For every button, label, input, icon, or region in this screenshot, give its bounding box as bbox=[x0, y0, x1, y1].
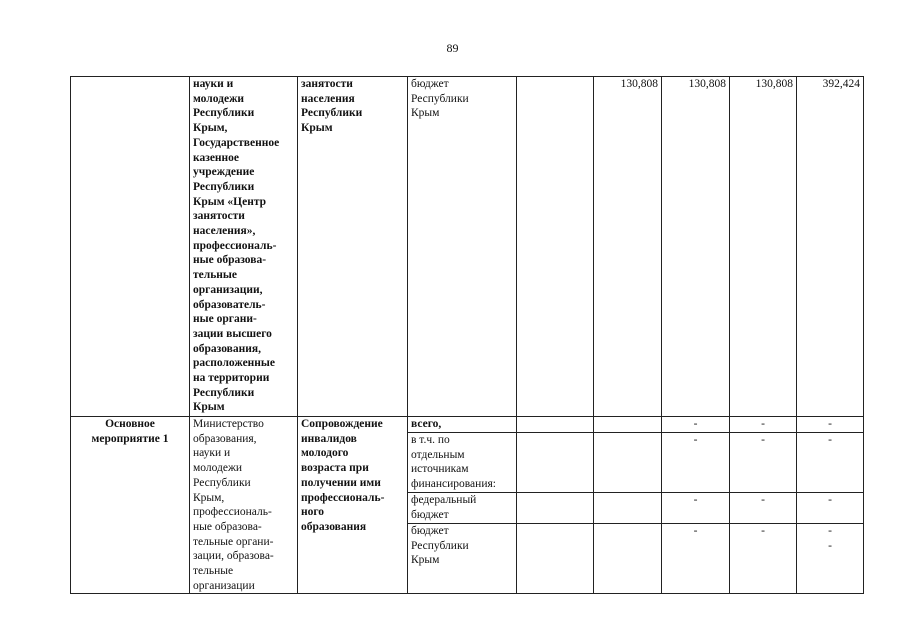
value-cell bbox=[797, 524, 864, 594]
executor-line: профессиональ- bbox=[193, 506, 272, 519]
subject-line: инвалидов bbox=[301, 432, 357, 445]
source-line: Республики bbox=[411, 539, 469, 552]
executor-line: тельные органи- bbox=[193, 535, 274, 548]
value-cell bbox=[517, 417, 594, 433]
source-line: Крым bbox=[411, 554, 440, 567]
table-row bbox=[71, 417, 864, 433]
value-cell bbox=[594, 524, 662, 594]
value-cell: - bbox=[730, 524, 797, 594]
value-cell: 130,808 bbox=[594, 77, 662, 417]
value-cell: - bbox=[662, 524, 730, 594]
executor-line: Министерство bbox=[193, 418, 264, 430]
value-cell: 130,808 bbox=[730, 77, 797, 417]
value-cell: - bbox=[662, 493, 730, 524]
executor-line: организации, bbox=[193, 283, 263, 296]
table-row bbox=[71, 77, 864, 417]
executor-line: Крым «Центр bbox=[193, 195, 267, 208]
value-cell: - bbox=[662, 433, 730, 493]
executor-line: профессиональ- bbox=[193, 239, 277, 252]
value-cell: 130,808 bbox=[662, 77, 730, 417]
value-cell: - bbox=[730, 493, 797, 524]
subject-line: Сопровождение bbox=[301, 418, 383, 430]
value-cell bbox=[594, 493, 662, 524]
executor-line: занятости bbox=[193, 210, 245, 223]
subject-line: получении ими bbox=[301, 476, 381, 489]
subject-line: молодого bbox=[301, 447, 349, 460]
executor-line: образования, bbox=[193, 432, 257, 445]
source-line: бюджет bbox=[411, 525, 449, 537]
executor-line: учреждение bbox=[193, 166, 255, 179]
source-line: бюджет bbox=[411, 509, 449, 522]
executor-line: Государственное bbox=[193, 136, 280, 149]
source-cell bbox=[408, 417, 517, 433]
subject-line: ного bbox=[301, 506, 325, 519]
value-cell: - bbox=[797, 417, 864, 433]
value-cell bbox=[517, 524, 594, 594]
executor-line: зации, образова- bbox=[193, 550, 274, 563]
value-cell: - bbox=[797, 493, 864, 524]
executor-line: Республики bbox=[193, 476, 251, 489]
subject-line: образования bbox=[301, 520, 367, 533]
executor-line: на территории bbox=[193, 372, 270, 385]
executor-line: Крым bbox=[193, 401, 225, 414]
subject-line: Крым bbox=[301, 122, 333, 135]
source-line: бюджет bbox=[411, 78, 449, 90]
executor-line: Республики bbox=[193, 180, 255, 193]
source-line: финансирования: bbox=[411, 478, 496, 491]
executor-line: науки и bbox=[193, 78, 234, 90]
executor-line: молодежи bbox=[193, 92, 245, 105]
subject-line: населения bbox=[301, 92, 355, 105]
value-cell bbox=[594, 417, 662, 433]
executor-line: Крым, bbox=[193, 491, 225, 504]
executor-line: Республики bbox=[193, 107, 255, 120]
value-cell: - bbox=[730, 417, 797, 433]
executor-line: тельные bbox=[193, 269, 237, 282]
name-cell bbox=[71, 77, 190, 417]
source-line: всего, bbox=[411, 418, 442, 430]
subject-line: возраста при bbox=[301, 462, 369, 475]
value-cell: - bbox=[730, 433, 797, 493]
value-cell bbox=[517, 77, 594, 417]
value-cell: - bbox=[797, 433, 864, 493]
source-cell bbox=[408, 524, 517, 594]
source-line: в т.ч. по bbox=[411, 434, 450, 447]
program-table bbox=[70, 76, 864, 594]
executor-line: ные образова- bbox=[193, 254, 267, 267]
executor-line: науки и bbox=[193, 447, 231, 460]
source-line: отдельным bbox=[411, 448, 465, 461]
subject-line: занятости bbox=[301, 78, 353, 90]
source-cell bbox=[408, 433, 517, 493]
executor-line: образователь- bbox=[193, 298, 266, 311]
executor-line: ные образова- bbox=[193, 520, 262, 533]
value-cell: 392,424 bbox=[797, 77, 864, 417]
subject-line: Республики bbox=[301, 107, 363, 120]
value-cell bbox=[517, 493, 594, 524]
source-cell bbox=[408, 493, 517, 524]
value-cell bbox=[517, 433, 594, 493]
event-name-line: Основное bbox=[105, 418, 155, 430]
subject-line: профессиональ- bbox=[301, 491, 385, 504]
executor-line: расположенные bbox=[193, 357, 276, 370]
value-line: - bbox=[828, 525, 832, 537]
main-event-name-cell bbox=[71, 417, 190, 594]
value-line: - bbox=[828, 539, 832, 552]
executor-line: тельные bbox=[193, 565, 234, 578]
main-event-subject-cell bbox=[298, 417, 408, 594]
executor-line: казенное bbox=[193, 151, 240, 164]
executor-line: населения», bbox=[193, 225, 256, 238]
source-line: Республики bbox=[411, 92, 469, 105]
source-line: федеральный bbox=[411, 494, 477, 507]
value-cell bbox=[594, 433, 662, 493]
executor-line: молодежи bbox=[193, 462, 243, 475]
main-event-executor-cell bbox=[190, 417, 298, 594]
executor-line: организации bbox=[193, 579, 255, 592]
value-cell: - bbox=[662, 417, 730, 433]
executor-line: Республики bbox=[193, 386, 255, 399]
source-line: Крым bbox=[411, 107, 440, 120]
executor-cell bbox=[190, 77, 298, 417]
source-line: источникам bbox=[411, 463, 469, 476]
event-name-line: мероприятие 1 bbox=[91, 432, 169, 445]
source-cell bbox=[408, 77, 517, 417]
page-number: 89 bbox=[446, 41, 459, 55]
executor-line: Крым, bbox=[193, 122, 228, 135]
executor-line: зации высшего bbox=[193, 327, 272, 340]
executor-line: образования, bbox=[193, 342, 261, 355]
subject-cell bbox=[298, 77, 408, 417]
executor-line: ные органи- bbox=[193, 313, 257, 326]
